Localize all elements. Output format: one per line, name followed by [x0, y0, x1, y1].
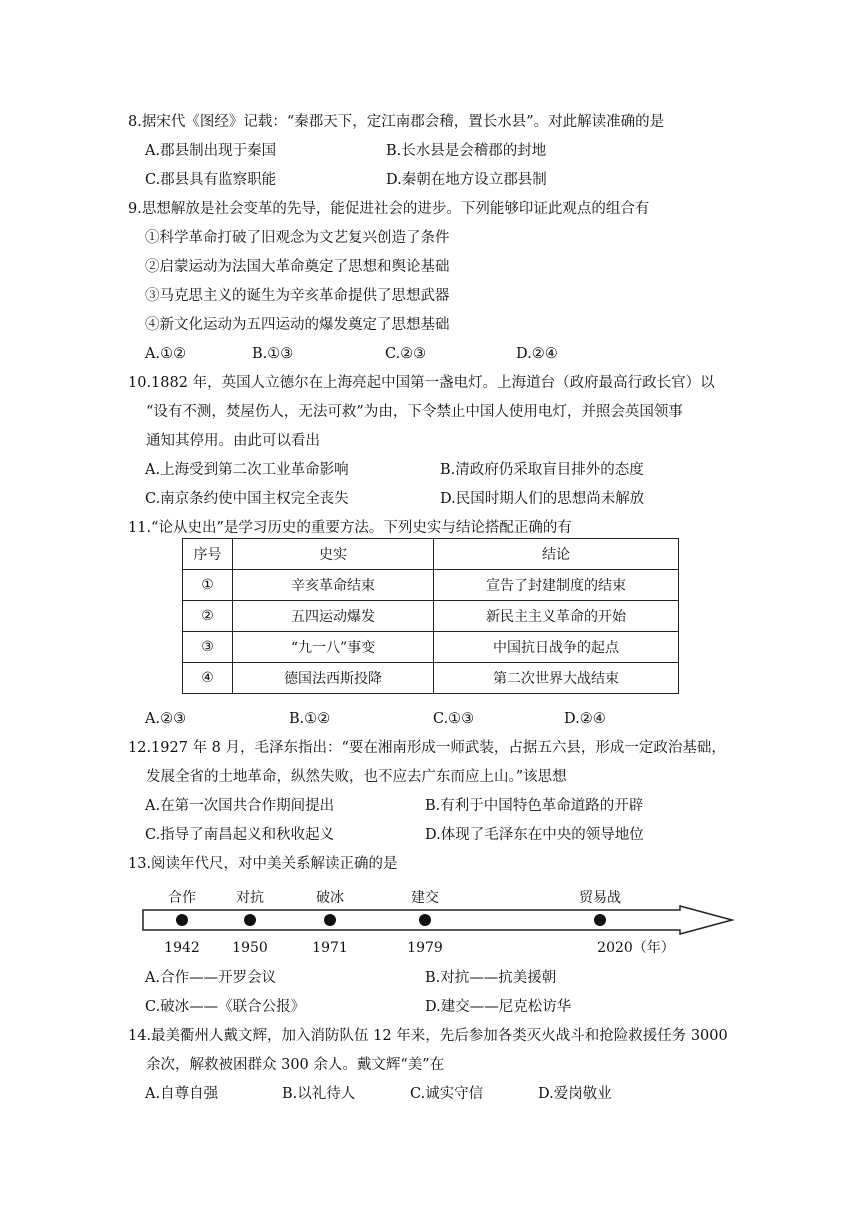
- table-cell-conclusion: 中国抗日战争的起点: [434, 632, 679, 663]
- timeline-event-year: 1979: [407, 940, 443, 956]
- q12-option-c: C.指导了南昌起义和秋收起义: [145, 827, 335, 843]
- table-cell-conclusion: 宣告了封建制度的结束: [434, 570, 679, 601]
- q13-option-c: C.破冰——《联合公报》: [145, 999, 306, 1015]
- question-13-stem: 13.阅读年代尺，对中美关系解读正确的是: [128, 856, 398, 872]
- q9-option-c: C.②③: [385, 346, 427, 362]
- timeline-event-year: 1950: [232, 940, 268, 956]
- q12-option-a: A.在第一次国共合作期间提出: [145, 798, 335, 814]
- question-10-stem-line-2: “设有不测，焚屋伤人，无法可救”为由，下令禁止中国人使用电灯，并照会英国领事: [146, 404, 683, 420]
- q8-option-b: B.长水县是会稽郡的封地: [386, 143, 547, 159]
- timeline-event-label: 建交: [411, 890, 439, 906]
- timeline-event-year: 2020（年）: [597, 940, 675, 956]
- q9-item-4: ④新文化运动为五四运动的爆发奠定了思想基础: [145, 317, 450, 333]
- table-cell-fact: 德国法西斯投降: [233, 663, 434, 694]
- q12-option-b: B.有利于中国特色革命道路的开辟: [425, 798, 644, 814]
- table-cell-fact: “九一八”事变: [233, 632, 434, 663]
- question-14-stem-line-1: 14.最美衢州人戴文辉，加入消防队伍 12 年来，先后参加各类灭火战斗和抢险救援任务 3000: [128, 1028, 728, 1044]
- question-8-stem: 8.据宋代《图经》记载：“秦郡天下，定江南郡会稽，置长水县”。对此解读准确的是: [128, 114, 665, 130]
- timeline-event-label: 对抗: [236, 890, 264, 906]
- q9-option-d: D.②④: [516, 346, 558, 362]
- timeline-event-dot: [594, 914, 606, 926]
- q10-option-b: B.清政府仍采取盲目排外的态度: [440, 462, 644, 478]
- table-cell-conclusion: 新民主主义革命的开始: [434, 601, 679, 632]
- table-header-index: 序号: [183, 539, 233, 570]
- q10-option-c: C.南京条约使中国主权完全丧失: [145, 491, 349, 507]
- q12-option-d: D.体现了毛泽东在中央的领导地位: [425, 827, 644, 843]
- q10-option-a: A.上海受到第二次工业革命影响: [145, 462, 349, 478]
- q8-option-a: A.郡县制出现于秦国: [145, 143, 277, 159]
- table-cell-index: ④: [183, 663, 233, 694]
- question-12-stem-line-1: 12.1927 年 8 月，毛泽东指出：“要在湘南形成一师武装，占据五六县，形成一定政治基础，: [128, 740, 726, 756]
- timeline-event-label: 贸易战: [579, 890, 621, 906]
- q13-option-a: A.合作——开罗会议: [145, 970, 277, 986]
- table-cell-fact: 辛亥革命结束: [233, 570, 434, 601]
- q9-item-3: ③马克思主义的诞生为辛亥革命提供了思想武器: [145, 288, 450, 304]
- q9-item-2: ②启蒙运动为法国大革命奠定了思想和舆论基础: [145, 259, 450, 275]
- table-cell-index: ①: [183, 570, 233, 601]
- timeline-event-label: 合作: [168, 890, 196, 906]
- question-9-stem: 9.思想解放是社会变革的先导，能促进社会的进步。下列能够印证此观点的组合有: [128, 201, 650, 217]
- q11-option-a: A.②③: [145, 711, 187, 727]
- question-10-stem-line-3: 通知其停用。由此可以看出: [146, 433, 320, 449]
- q14-option-c: C.诚实守信: [410, 1086, 484, 1102]
- q14-option-b: B.以礼待人: [282, 1086, 356, 1102]
- q13-option-b: B.对抗——抗美援朝: [425, 970, 557, 986]
- table-header-fact: 史实: [233, 539, 434, 570]
- timeline-arrow: [143, 906, 732, 934]
- q10-option-d: D.民国时期人们的思想尚未解放: [440, 491, 645, 507]
- q11-option-b: B.①②: [289, 711, 331, 727]
- q9-option-a: A.①②: [145, 346, 187, 362]
- table-cell-fact: 五四运动爆发: [233, 601, 434, 632]
- timeline-event-label: 破冰: [316, 890, 344, 906]
- q11-option-d: D.②④: [564, 711, 606, 727]
- q8-option-c: C.郡县具有监察职能: [145, 172, 277, 188]
- table-header-conclusion: 结论: [434, 539, 679, 570]
- timeline-event-dot: [244, 914, 256, 926]
- table-cell-conclusion: 第二次世界大战结束: [434, 663, 679, 694]
- q9-option-b: B.①③: [252, 346, 294, 362]
- q14-option-d: D.爱岗敬业: [538, 1086, 612, 1102]
- q8-option-d: D.秦朝在地方设立郡县制: [386, 172, 547, 188]
- timeline-event-dot: [176, 914, 188, 926]
- q14-option-a: A.自尊自强: [145, 1086, 219, 1102]
- timeline-event-dot: [324, 914, 336, 926]
- timeline-event-year: 1971: [312, 940, 348, 956]
- timeline-event-year: 1942: [164, 940, 200, 956]
- question-10-stem-line-1: 10.1882 年，英国人立德尔在上海亮起中国第一盏电灯。上海道台（政府最高行政长官）以: [128, 375, 715, 391]
- q9-item-1: ①科学革命打破了旧观念为文艺复兴创造了条件: [145, 230, 450, 246]
- table-cell-index: ③: [183, 632, 233, 663]
- q13-option-d: D.建交——尼克松访华: [425, 999, 572, 1015]
- question-11-stem: 11.“论从史出”是学习历史的重要方法。下列史实与结论搭配正确的有: [128, 520, 572, 536]
- question-14-stem-line-2: 余次，解救被困群众 300 余人。戴文辉“美”在: [146, 1057, 445, 1073]
- q11-option-c: C.①③: [433, 711, 475, 727]
- table-cell-index: ②: [183, 601, 233, 632]
- question-12-stem-line-2: 发展全省的土地革命，纵然失败，也不应去广东而应上山。”该思想: [146, 769, 567, 785]
- timeline-event-dot: [419, 914, 431, 926]
